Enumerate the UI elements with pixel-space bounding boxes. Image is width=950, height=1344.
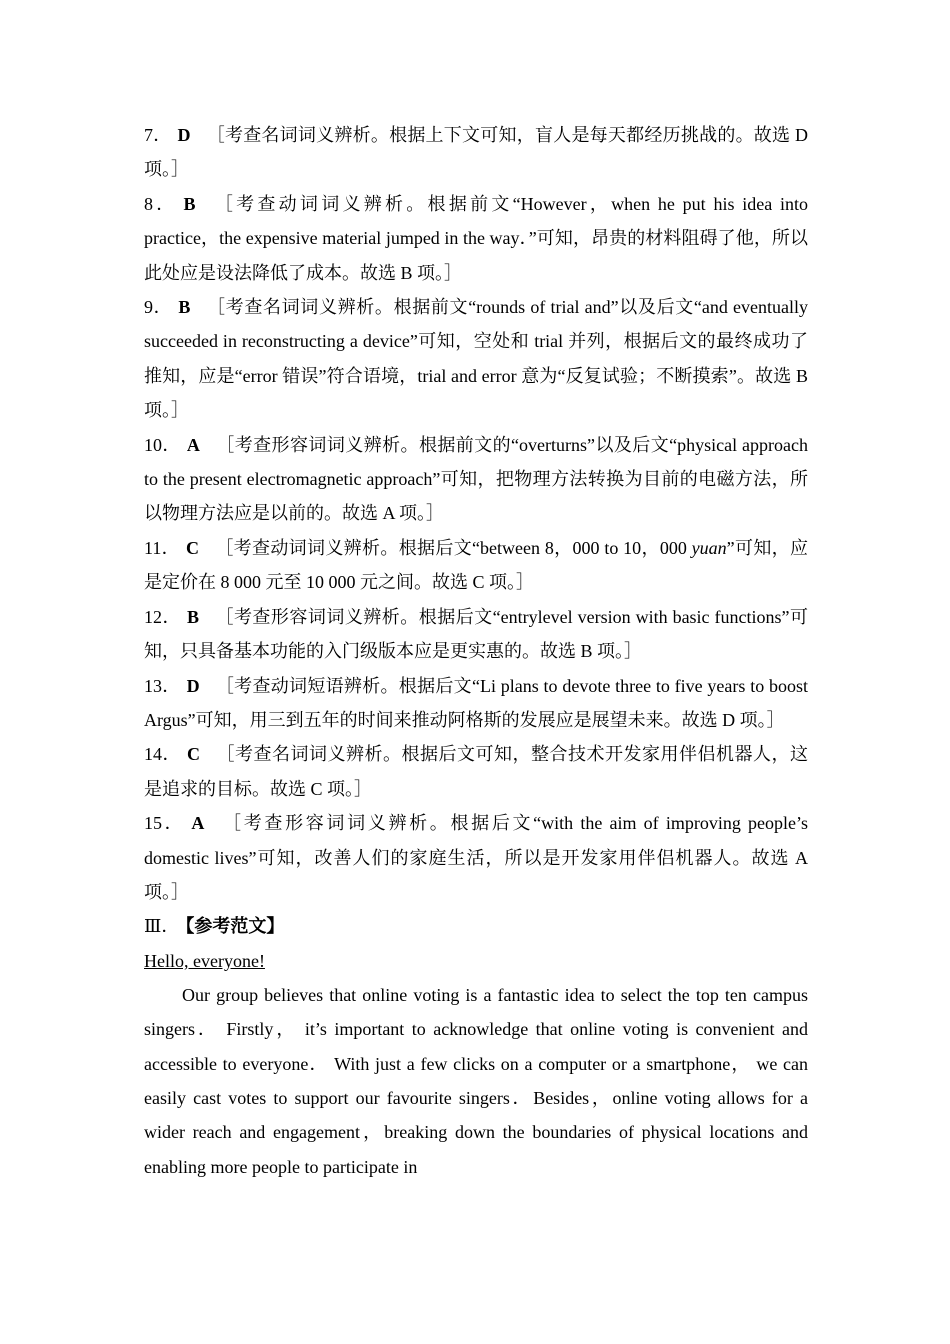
answer-item-13 — [144, 669, 808, 738]
question-number: 11． — [144, 537, 181, 558]
answer-item-8 — [144, 187, 808, 290]
question-number: 15． — [144, 813, 186, 834]
essay-greeting: Hello, everyone! — [144, 950, 265, 971]
question-number: 7． — [144, 125, 172, 145]
answer-letter: D — [177, 125, 191, 145]
question-number: 14． — [144, 744, 181, 765]
answer-letter: D — [186, 675, 200, 696]
question-number: 9． — [144, 297, 173, 318]
answer-item-7 — [144, 118, 808, 187]
answer-item-14 — [144, 737, 808, 806]
answer-explanation: ［考查名词词义辨析。根据前文“rounds of trial and”以及后文“and eventually succeeded in reconstructing a device”可知，空处和 trial 并列，根据后文的最终成功了推知，应是“error 错误”符合语境，trial and error 意为“反复试验；不断摸索”。故选 B 项。］ — [144, 297, 809, 421]
answer-explanation: ［考查动词词义辨析。根据后文“between 8，000 to 10，000 — [215, 537, 692, 558]
answer-item-12 — [144, 600, 808, 669]
section-heading — [144, 909, 808, 943]
essay-paragraph: Our group believes that online voting is a fantastic idea to select the top ten campus singers． Firstly， it’s important to acknowledge that online voting is convenient and accessible to everyone． With just a few clicks on a computer or a smartphone， we can easily cast votes to support our favourite singers．Besides，online voting allows for a wider reach and engagement，breaking down the boundaries of physical locations and enabling more people to participate in — [144, 985, 808, 1177]
answer-explanation: ［考查形容词词义辨析。根据前文的“overturns”以及后文“physical approach to the present electromagnetic approach”可知，把物理方法转换为目前的电磁方法，所以物理方法应是以前的。故选 A 项。］ — [144, 434, 809, 524]
answer-letter: B — [178, 297, 191, 318]
question-number: 13． — [144, 675, 181, 696]
answer-letter: C — [186, 537, 200, 558]
question-number: 8． — [144, 193, 178, 214]
question-number: 12． — [144, 606, 181, 627]
answer-item-11 — [144, 531, 808, 600]
answer-explanation: ［考查动词短语辨析。根据后文“Li plans to devote three to five years to boost Argus”可知，用三到五年的时间来推动阿格斯的发展应是展望未来。故选 D 项。］ — [144, 675, 809, 730]
answer-explanation: ［考查形容词词义辨析。根据后文“with the aim of improving people’s domestic lives”可知，改善人们的家庭生活，所以是开发家用伴侣机器人。故选 A 项。］ — [144, 813, 809, 902]
section-number: Ⅲ． — [144, 916, 180, 937]
answer-item-15 — [144, 806, 808, 909]
answer-letter: A — [186, 434, 200, 455]
answer-letter: B — [186, 606, 199, 627]
answer-letter: B — [183, 193, 196, 214]
answer-letter: A — [191, 813, 205, 834]
answer-explanation: ”可知，应是定价在 8 000 元至 10 000 元之间。故选 C 项。］ — [144, 537, 808, 593]
answer-explanation: ［考查动词词义辨析。根据前文“However，when he put his idea into practice，the expensive material jumped in the way．”可知，昂贵的材料阻碍了他，所以此处应是设法降低了成本。故选 B 项。］ — [144, 193, 808, 283]
question-number: 10． — [144, 434, 181, 455]
answer-explanation: ［考查名词词义辨析。根据上下文可知，盲人是每天都经历挑战的。故选 D 项。］ — [144, 125, 809, 180]
answer-letter: C — [187, 744, 200, 765]
answer-explanation: ［考查名词词义辨析。根据后文可知，整合技术开发家用伴侣机器人，这是追求的目标。故选 C 项。］ — [144, 744, 808, 799]
answer-key-page — [144, 118, 808, 1184]
answer-item-9 — [144, 290, 808, 428]
section-title: 【参考范文】 — [185, 916, 285, 937]
answer-explanation-italic: yuan — [691, 537, 727, 558]
answer-explanation: ［考查形容词词义辨析。根据后文“entrylevel version with basic functions”可知，只具备基本功能的入门级版本应是更实惠的。故选 B 项。］ — [144, 606, 808, 662]
answer-item-10 — [144, 428, 808, 531]
